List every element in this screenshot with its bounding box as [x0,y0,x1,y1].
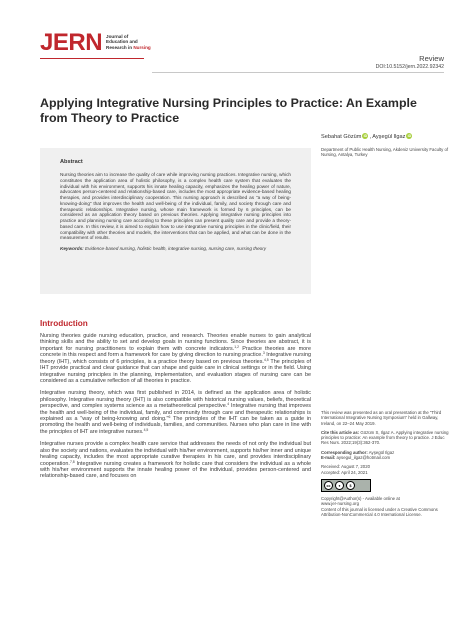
orcid-icon[interactable]: iD [363,134,368,138]
paragraph: Nursing theories guide nursing education, practice, and research. Theories enable nurses to gain analytical thinking skills and the ability to set and develop goals in nursing functions. Since theories are abstract, it is important for nursing practitioners to explain them with concrete indicators.$^{1,2}$ Practice theories are more concrete in this respect and form a framework for care by giving direction to nursing practice.$^3$ Integrative nursing theory (IHT), which consists of 6 principles, is a practice theory based on previous theories.$^{4,5}$ The principles of IHT provide practical and clear guidance that can shape and guide care in clinical settings or in the field. Using integrative nursing principles in the planning, implementation, and evaluation stages of nursing care can be considered as a cumulative reflection of all theories in practice. [40,333,311,384]
keywords: Keywords: Evidence-based nursing, holistic health, integrative nursing, nursing care, nursing theory [60,246,267,251]
journal-header [0,0,474,88]
journal-logo[interactable] [40,31,151,55]
presentation-note: This review was presented as an oral presentation at the "Third International Integrative Nursing Symposium" held in Gallway, Ireland, on 22–24 May 2019. [321,410,442,426]
citation-ref[interactable]: 3 [262,351,265,356]
citation-ref[interactable]: 4 [227,402,230,407]
received-date: Received: August 7, 2020 [321,464,370,470]
main-body-text [40,333,311,486]
abstract-body: Nursing theories aim to increase the quality of care while improving nursing practices. Integrative nursing, which constitutes the application area of holistic philosophy, is a complex health care system that evaluates the individual with his environment, supports his innate healing capacity, emphasizes the healing power of nature, advocates person-centered and relationship-based care, includes the most appropriate evidence-based healing therapies, and provides interdisciplinary cooperation. This nursing approach is described as "a way of being-knowing-doing" that improves the health and well-being of the individual, family, and society through care and therapeutic relationships. Integrative nursing, whose main framework is formed by 6 principles, can be considered as an application theory based on previous theories. Applying integrative nursing principles into practice and planning nursing care according to these principles can present quality care and provide a theory-based care. In this review, it is aimed to explain how to use integrative nursing principles in the clinic/field, their compatibility with other theories and models, the interventions that can be applied, and what can be done in the measurement of results. [60,172,291,241]
header-divider [152,72,444,73]
doi-link[interactable]: DOI:10.5152/jern.2022.92342 [375,64,444,70]
logo-divider [40,58,144,59]
introduction-heading: Introduction [40,319,88,328]
cc-license-badge[interactable] [321,479,371,492]
cc-icon: cc [324,481,333,490]
logo-journal-name: Journal of Education and Research in Nursing [106,34,151,50]
accepted-date: Accepted: April 24, 2021 [321,469,368,475]
author-list [321,133,451,140]
article-type-label: Review [419,54,444,63]
citation-ref[interactable]: 6 [168,415,171,420]
paragraph: Integrative nursing theory, which was first published in 2014, is defined as the application area of holistic philosophy. Integrative nursing theory (IHT) is also compatible with historical nursing values, beliefs, theoretical perspective, and complex systems science as a metatheoretical perspective.$^4$ Integrative nursing that improves the health and well-being of the individual, family, and community through care and therapeutic relationships is explained as a "way of being-knowing and doing."$^6$ The principles of the IHT can be taken as a guide in promoting the health and well-being of individuals, families, and communities. Nurses who plan care in line with the principles of IHT are integrative nurses.$^{4,5}$ [40,390,311,435]
author-names: Sebahat Gözüm iD , Ayşegül Ilgaz iD [321,134,412,140]
copyright-notice: Copyright@Author(s) - Available online at www.jer-nursing.org Content of this journal is licensed under a Creative Commons Attribution-NonCommercial 4.0 International License. [321,495,438,517]
citation-ref[interactable]: 4,5 [263,357,269,362]
abstract-box [40,148,311,294]
paragraph: Integrative nurses provide a complex health care service that addresses the needs of not only the individual but also the society and nations, evaluates the individual with his/her environment, supports his/her inner and unique healing capacity, includes the most appropriate curative therapies in his care, and provides interdisciplinary cooperation.$^{7,8}$ Integrative nursing creates a framework for holistic care that considers the individual as a whole with his/her environment supports the innate healing power of the individual, provides person-centered and relationship-based care, and focuses on [40,441,311,480]
abstract-heading: Abstract [60,159,83,165]
author-affiliation: Department of Public Health Nursing, Akdeniz University Faculty of Nursing, Antalya, Turkey [321,147,449,158]
orcid-icon[interactable]: iD [407,134,412,138]
journal-url[interactable]: www.jer-nursing.org [321,501,359,507]
article-info-sidebar [321,410,449,521]
citation-ref[interactable]: 1,2 [234,344,240,349]
citation-ref[interactable]: 7,8 [69,459,75,464]
attribution-icon: ● [335,481,344,490]
article-title: Applying Integrative Nursing Principles to Practice: An Example from Theory to Practice [40,96,417,126]
author-email[interactable]: aysegul_ilgaz@hotmail.com [335,455,391,461]
logo-mark: JERN [40,29,103,56]
noncommercial-icon: $ [346,481,355,490]
citation-ref[interactable]: 4,5 [143,427,149,432]
corresponding-author: Corresponding author: Ayşegül Ilgaz E-mail: aysegul_ilgaz@hotmail.com [321,449,395,461]
dates [321,464,449,475]
citation-info: Cite this article as: Gözüm S, Ilgaz A. Applying integrative nursing principles to practice: An example from theory to practice. J Educ Res Nurs. 2022;19(3):362-370. [321,429,449,446]
